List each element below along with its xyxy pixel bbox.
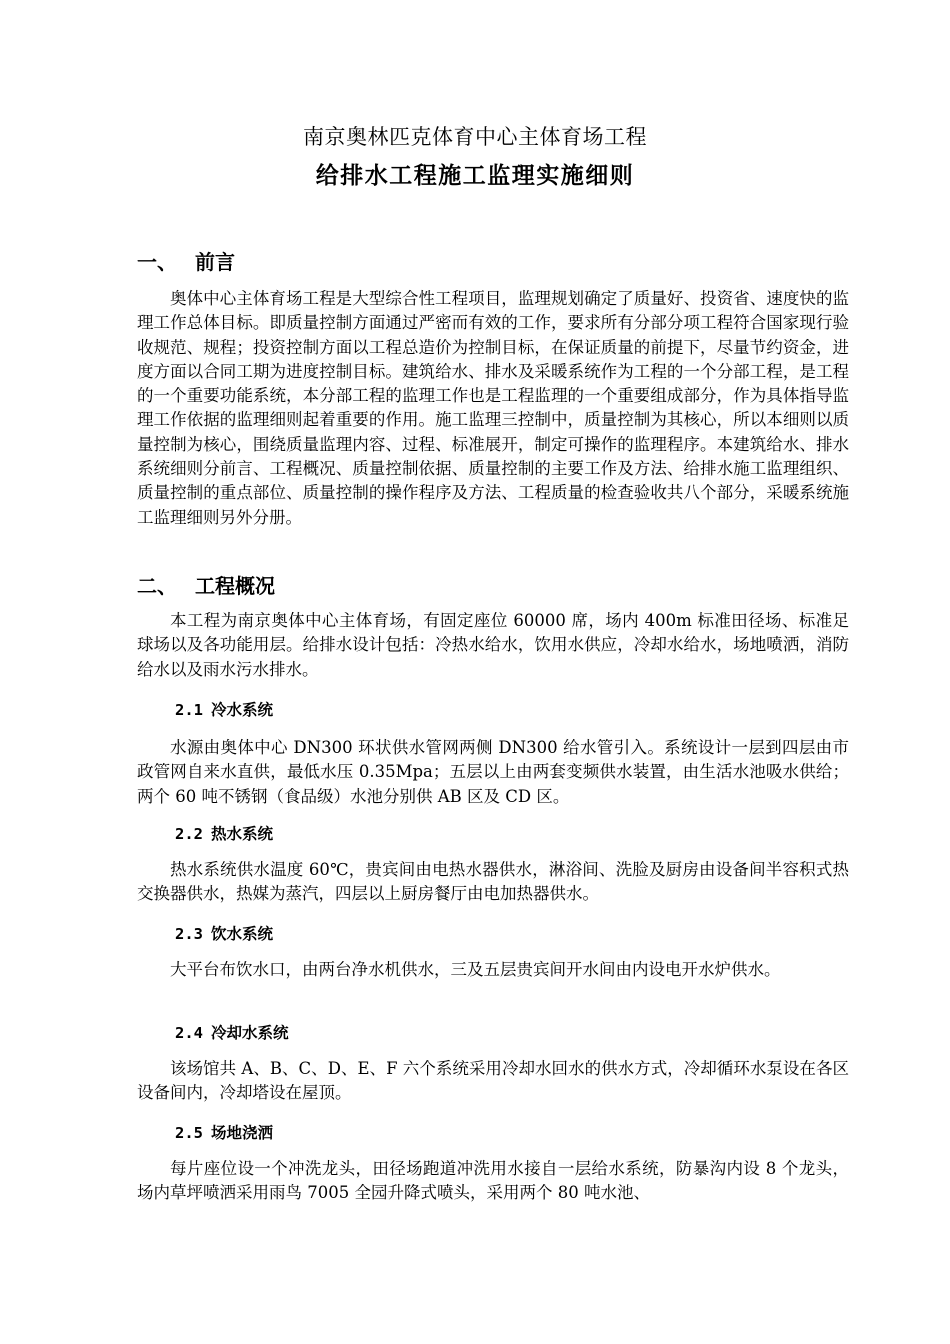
subsection-title: 冷水系统 (211, 701, 274, 719)
subsection-paragraph-drinking-water: 大平台布饮水口，由两台净水机供水，三及五层贵宾间开水间由内设电开水炉供水。 (170, 960, 781, 979)
subsection-heading-cold-water (175, 698, 273, 722)
subsection-title: 冷却水系统 (211, 1024, 289, 1042)
subsection-number: 2.4 (175, 1024, 203, 1042)
subsection-heading-cooling-water (175, 1021, 289, 1045)
subsection-heading-hot-water (175, 822, 273, 846)
section-title: 前言 (195, 250, 235, 274)
subsection-number: 2.5 (175, 1124, 203, 1142)
subsection-paragraph-cooling-water: 该场馆共 A、B、C、D、E、F 六个系统采用冷却水回水的供水方式，冷却循环水泵设在各区设备间内，冷却塔设在屋顶。 (137, 1059, 849, 1103)
subsection-paragraph-hot-water: 热水系统供水温度 60℃，贵宾间由电热水器供水，淋浴间、洗脸及厨房由设备间半容积式热交换器供水，热媒为蒸汽，四层以上厨房餐厅由电加热器供水。 (137, 860, 849, 904)
section-heading-preface (137, 248, 235, 276)
section-number: 一、 (137, 250, 177, 274)
subsection-title: 热水系统 (211, 825, 274, 843)
subsection-title: 场地浇洒 (211, 1124, 274, 1142)
subsection-number: 2.3 (175, 925, 203, 943)
subsection-heading-field-sprinkling (175, 1121, 273, 1145)
subsection-heading-drinking-water (175, 922, 273, 946)
subsection-title: 饮水系统 (211, 925, 274, 943)
subsection-number: 2.1 (175, 701, 203, 719)
subsection-paragraph-field-sprinkling: 每片座位设一个冲洗龙头，田径场跑道冲洗用水接自一层给水系统，防暴沟内设 8 个龙头，场内草坪喷洒采用雨鸟 7005 全园升降式喷头，采用两个 80 吨水池、 (137, 1159, 849, 1203)
section-paragraph-preface: 奥体中心主体育场工程是大型综合性工程项目，监理规划确定了质量好、投资省、速度快的监理工作总体目标。即质量控制方面通过严密而有效的工作，要求所有分部分项工程符合国家现行验收规范、规程；投资控制方面以工程总造价为控制目标，在保证质量的前提下，尽量节约资金，进度方面以合同工期为进度控制目标。建筑给水、排水及采暖系统作为工程的一个分部工程，是工程的一个重要功能系统，本分部工程的监理工作也是工程监理的一个重要组成部分，作为具体指导监理工作依据的监理细则起着重要的作用。施工监理三控制中，质量控制为其核心，所以本细则以质量控制为核心，围绕质量监理内容、过程、标准展开，制定可操作的监理程序。本建筑给水、排水系统细则分前言、工程概况、质量控制依据、质量控制的主要工作及方法、给排水施工监理组织、质量控制的重点部位、质量控制的操作程序及方法、工程质量的检查验收共八个部分，采暖系统施工监理细则另外分册。 (137, 289, 849, 527)
subsection-paragraph-cold-water: 水源由奥体中心 DN300 环状供水管网两侧 DN300 给水管引入。系统设计一层到四层由市政管网自来水直供，最低水压 0.35Mpa；五层以上由两套变频供水装置，由生活水池吸水供给；两个 60 吨不锈钢（食品级）水池分别供 AB 区及 CD 区。 (137, 738, 849, 806)
document-main-title: 给排水工程施工监理实施细则 (315, 162, 635, 189)
document-project-title: 南京奥林匹克体育中心主体育场工程 (303, 125, 647, 149)
subsection-number: 2.2 (175, 825, 203, 843)
section-paragraph-overview: 本工程为南京奥体中心主体育场，有固定座位 60000 席，场内 400m 标准田径场、标准足球场以及各功能用层。给排水设计包括：冷热水给水，饮用水供应，冷却水给水，场地喷洒，消防给水以及雨水污水排水。 (137, 611, 849, 679)
section-title: 工程概况 (195, 574, 275, 598)
section-number: 二、 (137, 574, 177, 598)
section-heading-overview (137, 572, 275, 600)
